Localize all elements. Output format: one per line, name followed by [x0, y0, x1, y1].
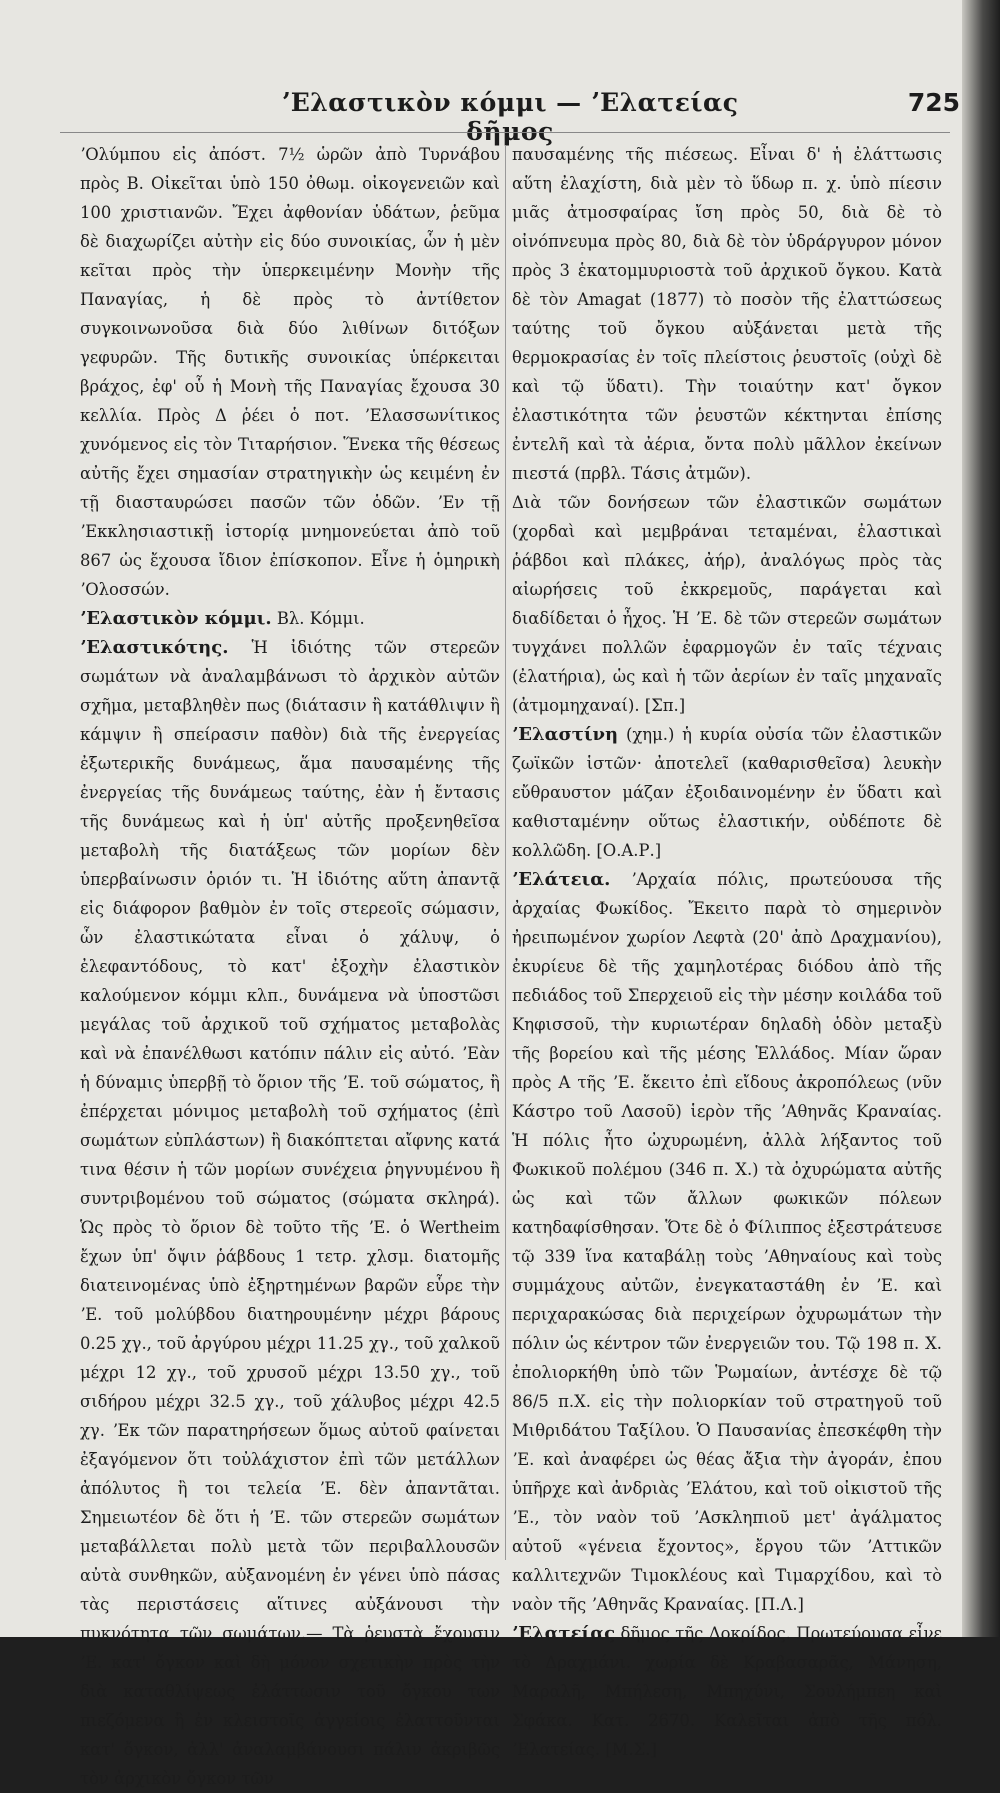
left-column	[80, 140, 500, 1788]
entry-elastini	[512, 720, 942, 865]
paragraph-continuation: παυσαμένης τῆς πιέσεως. Εἶναι δ' ἡ ἐλάττωσις αὕτη ἐλαχίστη, διὰ μὲν τὸ ὕδωρ π. χ. ὑπὸ πίεσιν μιᾶς ἀτμοσφαίρας ἴση πρὸς 50, διὰ δὲ τὸ οἰνόπνευμα πρὸς 80, διὰ δὲ τὸν ὑδράργυρον μόνον πρὸς 3 ἑκατομμυριοστὰ τοῦ ἀρχικοῦ ὄγκου. Κατὰ δὲ τὸν Amagat (1877) τὸ ποσὸν τῆς ἐλαττώσεως ταύτης τοῦ ὄγκου αὐξάνεται μετὰ τῆς θερμοκρασίας ἐν τοῖς πλείστοις ῥευστοῖς (οὐχὶ δὲ καὶ τῷ ὕδατι). Τὴν τοιαύτην κατ' ὄγκον ἐλαστικότητα τῶν ῥευστῶν κέκτηνται ἐπίσης ἐντελῆ καὶ τὰ ἀέρια, ὄντα πολὺ μᾶλλον ἐκείνων πιεστά (πρβλ. Τάσις ἀτμῶν).	[512, 145, 942, 483]
page-number: 725	[907, 88, 960, 117]
paragraph-vibrations: Διὰ τῶν δονήσεων τῶν ἐλαστικῶν σωμάτων (χορδαὶ καὶ μεμβράναι τεταμέναι, ἐλαστικαὶ ῥάβδοι καὶ πλάκες, ἀήρ), ἀναλόγως πρὸς τὰς αἰωρήσεις τοῦ ἐκκρεμοῦς, παράγεται καὶ διαδίδεται ὁ ἦχος. Ἡ ʼΕ. δὲ τῶν στερεῶν σωμάτων τυγχάνει πολλῶν ἐφαρμογῶν ἐν ταῖς τέχναις (ἐλατήρια), ὡς καὶ ἡ τῶν ἀερίων ἐν ταῖς μηχαναῖς (ἀτμομηχαναί). [Σπ.]	[512, 493, 942, 715]
entry-elastikon-kommi	[80, 604, 500, 633]
entry-headword: ʼΕλαστικὸν κόμμι.	[80, 608, 272, 629]
right-column	[512, 140, 942, 1759]
entry-elateia	[512, 865, 942, 1619]
entry-headword: ʼΕλατείας	[512, 1623, 616, 1644]
paragraph-elassona: ʼΟλύμπου εἰς ἀπόστ. 7½ ὡρῶν ἀπὸ Τυρνάβου πρὸς Β. Οἰκεῖται ὑπὸ 150 ὀθωμ. οἰκογενειῶν καὶ 100 χριστιανῶν. Ἔχει ἀφθονίαν ὑδάτων, ῥεῦμα δὲ διαχωρίζει αὐτὴν εἰς δύο συνοικίας, ὧν ἡ μὲν κεῖται πρὸς τὴν ὑπερκειμένην Μονὴν τῆς Παναγίας, ἡ δὲ πρὸς τὸ ἀντίθετον συγκοινωνοῦσα διὰ δύο λιθίνων διτόξων γεφυρῶν. Τῆς δυτικῆς συνοικίας ὑπέρκειται βράχος, ἐφ' οὗ ἡ Μονὴ τῆς Παναγίας ἔχουσα 30 κελλία. Πρὸς Δ ῥέει ὁ ποτ. ʼΕλασσωνίτικος χυνόμενος εἰς τὸν Τιταρήσιον. Ἕνεκα τῆς θέσεως αὐτῆς ἔχει σημασίαν στρατηγικὴν ὡς κειμένη ἐν τῇ διασταυρώσει πασῶν τῶν ὁδῶν. ʼΕν τῇ ʼΕκκλησιαστικῇ ἱστορίᾳ μνημονεύεται ἀπὸ τοῦ 867 ὡς ἔχουσα ἴδιον ἐπίσκοπον. Εἶνε ἡ ὁμηρικὴ ʼΟλοσσών.	[80, 145, 500, 599]
column-divider	[505, 145, 506, 1560]
page-edge-shadow	[962, 0, 1000, 1637]
entry-text: Βλ. Κόμμι.	[271, 609, 365, 628]
page-header	[60, 88, 960, 146]
entry-headword: ʼΕλαστικότης.	[80, 637, 229, 658]
entry-text: ʼΑρχαία πόλις, πρωτεύουσα τῆς ἀρχαίας Φωκίδος. Ἔκειτο παρὰ τὸ σημερινὸν ἠρειπωμένον χωρίον Λεφτὰ (20' ἀπὸ Δραχμανίου), ἐκυρίευε δὲ τῆς χαμηλοτέρας διόδου ἀπὸ τῆς πεδιάδος τοῦ Σπερχειοῦ εἰς τὴν μέσην κοιλάδα τοῦ Κηφισσοῦ, τὴν κυριωτέραν δηλαδὴ ὁδὸν μεταξὺ τῆς βορείου καὶ τῆς μέσης Ἑλλάδος. Μίαν ὥραν πρὸς Α τῆς ʼΕ. ἔκειτο ἐπὶ εἴδους ἀκροπόλεως (νῦν Κάστρο τοῦ Λασοῦ) ἱερὸν τῆς ʼΑθηνᾶς Κραναίας. Ἡ πόλις ἦτο ὠχυρωμένη, ἀλλὰ λήξαντος τοῦ Φωκικοῦ πολέμου (346 π. Χ.) τὰ ὀχυρώματα αὐτῆς ὡς καὶ τῶν ἄλλων φωκικῶν πόλεων κατηδαφίσθησαν. Ὅτε δὲ ὁ Φίλιππος ἐξεστράτευσε τῷ 339 ἵνα καταβάλῃ τοὺς ʼΑθηναίους καὶ τοὺς συμμάχους αὐτῶν, ἐνεγκαταστάθη ἐν ʼΕ. καὶ περιχαρακώσας διὰ περιχείρων ὀχυρωμάτων τὴν πόλιν ὡς κέντρον τῶν ἐνεργειῶν του. Τῷ 198 π. Χ. ἐπολιορκήθη ὑπὸ τῶν Ῥωμαίων, ἀντέσχε δὲ τῷ 86/5 π.Χ. εἰς τὴν πολιορκίαν τοῦ στρατηγοῦ τοῦ Μιθριδάτου Ταξίλου. Ὁ Παυσανίας ἐπεσκέφθη τὴν ʼΕ. καὶ ἀναφέρει ὡς θέας ἄξια τὴν ἀγοράν, ἐπου ὑπῆρχε καὶ ἀνδριὰς ʼΕλάτου, καὶ τοῦ οἰκιστοῦ τῆς ʼΕ., τὸν ναὸν τοῦ ʼΑσκληπιοῦ μετ' ἀγάλματος αὐτοῦ «γένεια ἔχοντος», ἔργου τῶν ʼΑττικῶν καλλιτεχνῶν Τιμοκλέους καὶ Τιμαρχίδου, καὶ τὸ ναὸν τῆς ʼΑθηνᾶς Κραναίας. [Π.Λ.]	[512, 870, 942, 1614]
entry-text: Ἡ ἰδιότης τῶν στερεῶν σωμάτων νὰ ἀναλαμβάνωσι τὸ ἀρχικὸν αὐτῶν σχῆμα, μεταβληθὲν πως (διάτασιν ἢ κατάθλιψιν ἢ κάμψιν ἢ σπείρασιν παθὸν) διὰ τῆς ἐνεργείας ἐξωτερικῆς δυνάμεως, ἅμα παυσαμένης τῆς ἐνεργείας τῆς δυνάμεως ταύτης, ἐὰν ἡ ἔντασις τῆς δυνάμεως καὶ ἡ ὑπ' αὐτῆς προξενηθεῖσα μεταβολὴ τῆς διατάξεως τῶν μορίων δὲν ὑπερβαίνωσιν ὁριόν τι. Ἡ ἰδιότης αὕτη ἀπαντᾷ εἰς διάφορον βαθμὸν ἐν τοῖς στερεοῖς σώμασιν, ὧν ἐλαστικώτατα εἶναι ὁ χάλυψ, ὁ ἐλεφαντόδους, τὸ κατ' ἐξοχὴν ἐλαστικὸν καλούμενον κόμμι κλπ., δυνάμενα νὰ ὑποστῶσι μεγάλας τοῦ ἀρχικοῦ τοῦ σχήματος μεταβολὰς καὶ νὰ ἐπανέλθωσι κατόπιν πάλιν εἰς αὐτό. ʼΕὰν ἡ δύναμις ὑπερβῇ τὸ ὅριον τῆς ʼΕ. τοῦ σώματος, ἢ ἐπέρχεται μόνιμος μεταβολὴ τοῦ σχήματος (ἐπὶ σωμάτων εὐπλάστων) ἢ διακόπτεται αἴφνης κατά τινα θέσιν ἡ τῶν μορίων συνέχεια ῥηγνυμένου ἢ συντριβομένου τοῦ σώματος (σώματα σκληρά). Ὡς πρὸς τὸ ὅριον δὲ τοῦτο τῆς ʼΕ. ὁ Wertheim ἔχων ὑπ' ὄψιν ῥάβδους 1 τετρ. χλσμ. διατομῆς διατεινομένας ὑπὸ ἐξηρτημένων βαρῶν εὗρε τὴν ʼΕ. τοῦ μολύβδου διατηρουμένην μέχρι βάρους 0.25 χγ., τοῦ ἀργύρου μέχρι 11.25 χγ., τοῦ χαλκοῦ μέχρι 12 χγ., τοῦ χρυσοῦ μέχρι 13.50 χγ., τοῦ σιδήρου μέχρι 32.5 χγ., τοῦ χάλυβος μέχρι 42.5 χγ. ʼΕκ τῶν παρατηρήσεων ὅμως αὐτοῦ φαίνεται ἐξαγόμενον ὅτι τοὐλάχιστον ἐπὶ τῶν μετάλλων ἀπόλυτος ἢ τοι τελεία ʼΕ. δὲν ἀπαντᾶται. Σημειωτέον δὲ ὅτι ἡ ʼΕ. τῶν στερεῶν σωμάτων μεταβάλλεται πολὺ μετὰ τῶν περιβαλλουσῶν αὐτὰ συνθηκῶν, αὐξανομένη ἐν γένει ὑπὸ πάσας τὰς περιστάσεις αἵτινες αὐξάνουσι τὴν πυκνότητα τῶν σωμάτων.— Τὰ ῥευστὰ ἔχουσιν ʼΕ. κατ' ὄγκον καὶ δὴ μόνον σχετικὴν πρὸς τὴν διὰ καταθλίψεως ἐλάττωσιν τοῦ ὄγκου των πιεζόμενα ἢ ἐν κλειστοῖς ἀγγείοις ἐλαττοῦνται κατ' ὄγκον, ἀλλ' ἀναλαμβάνουσι πάλιν ἀκριβῶς τὸν ἀρχικὸν ὄγκον τῶν	[80, 638, 500, 1788]
running-head: ʼΕλαστικὸν κόμμι — ʼΕλατείας δῆμος	[281, 88, 739, 146]
entry-elateias-dimos	[512, 1619, 942, 1764]
entry-headword: ʼΕλαστίνη	[512, 724, 619, 745]
entry-headword: ʼΕλάτεια.	[512, 869, 611, 890]
entry-elastikotis	[80, 633, 500, 1793]
entry-text: (χημ.) ἡ κυρία οὐσία τῶν ἐλαστικῶν ζωϊκῶν ἱστῶν· ἀποτελεῖ (καθαρισθεῖσα) λευκὴν εὔθραυστον μάζαν ἐξοιδαινομένην ἐν ὕδατι καὶ καθισταμένην οὕτως ἐλαστικήν, οὐδέποτε δὲ κολλῶδη. [Ο.Α.Ρ.]	[512, 725, 942, 860]
header-rule	[60, 132, 950, 133]
entry-text: δῆμος τῆς Λοκρίδος. Πρωτεύουσα εἶνε τὸ Δραχμάνι. χωρία δὲ Κραβασαρᾶς, Μάνηση, Μαραλῆ, Μπήλεση, Μπηχύνι, Σουλήμπεη καὶ Σφάκα. Κατ. 2670. Καλεῖται ἀπὸ τῆς πόλ. ʼΕλατείας. [Μ.Σ.]	[512, 1624, 942, 1759]
